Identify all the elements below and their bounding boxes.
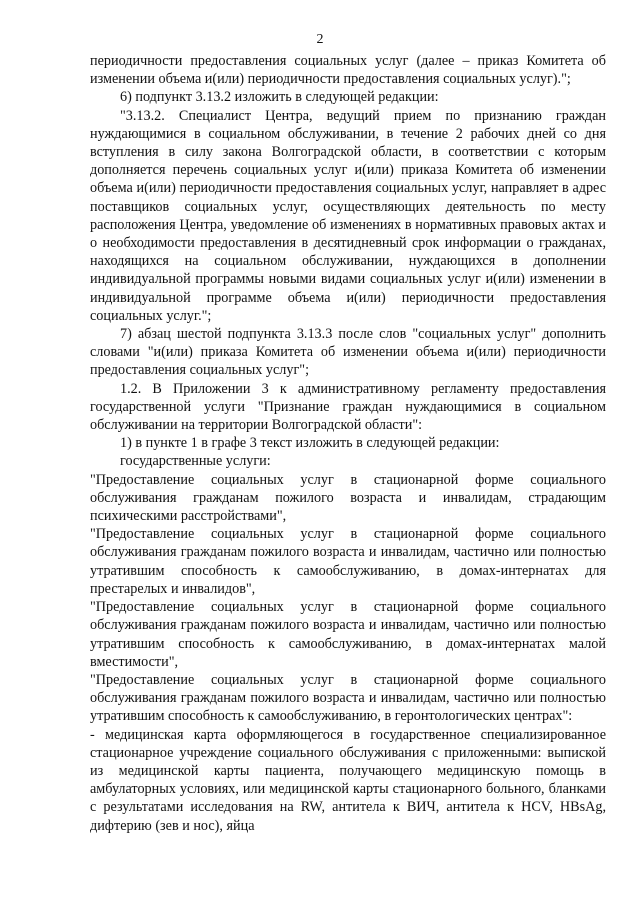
page-number: 2: [316, 32, 324, 47]
paragraph-item-6: 6) подпункт 3.13.2 изложить в следующей редакции:: [120, 89, 439, 106]
paragraph-section-1-2: 1.2. В Приложении 3 к административному регламенту предоставления государственной услуги "Признание граждан нуждающимися в социальном обслуживании на территории Волгоградской области":: [90, 380, 606, 434]
paragraph-service-nursing-homes: "Предоставление социальных услуг в стационарной форме социального обслуживания гражданам пожилого возраста и инвалидам, частично или полностью утратившим способность к самообслуживанию, в домах-интернатах для престарелых и инвалидов",: [90, 526, 606, 597]
paragraph-gov-services-label: государственные услуги:: [120, 453, 271, 470]
paragraph-continuation: периодичности предоставления социальных услуг (далее – приказ Комитета об изменении объема и(или) периодичности предоставления социальных услуг).";: [90, 53, 606, 88]
paragraph-item-7: 7) абзац шестой подпункта 3.13.3 после слов "социальных услуг" дополнить словами "и(или) приказа Комитета об изменении объема и(или) периодичности предоставления социальных услуг";: [90, 326, 606, 379]
document-body: [90, 52, 606, 835]
paragraph-quote-3-13-2: "3.13.2. Специалист Центра, ведущий прием по признанию граждан нуждающимися в социальном обслуживании, в течение 2 рабочих дней со дня вступления в силу закона Волгоградской области, в соответствии с которым дополняется перечень социальных услуг и(или) приказа Комитета об изменении объема и(или) периодичности предоставления социальных услуг, направляет в адрес поставщиков социальных услуг, осуществляющих деятельность по месту расположения Центра, уведомление об изменениях в нормативных правовых актах и о необходимости предоставления в десятидневный срок информации о гражданах, находящихся на социальном обслуживании, нуждающихся в дополнении индивидуальной программы новыми видами социальных услуг и(или) изменении в индивидуальной программе объема и(или) периодичности предоставления социальных услуг.";: [90, 107, 606, 324]
paragraph-service-small-homes: "Предоставление социальных услуг в стационарной форме социального обслуживания гражданам пожилого возраста и инвалидам, частично или полностью утратившим способность к самообслуживанию, в домах-интернатах малой вместимости",: [90, 599, 606, 670]
paragraph-item-1: 1) в пункте 1 в графе 3 текст изложить в следующей редакции:: [120, 435, 500, 452]
paragraph-service-psychiatric: "Предоставление социальных услуг в стационарной форме социального обслуживания гражданам пожилого возраста и инвалидам, страдающим психическими расстройствами",: [90, 471, 606, 525]
paragraph-service-gerontology: "Предоставление социальных услуг в стационарной форме социального обслуживания гражданам пожилого возраста и инвалидам, частично или полностью утратившим способность к самообслуживанию, в геронтологических центрах":: [90, 671, 606, 725]
paragraph-medical-card: - медицинская карта оформляющегося в государственное специализированное стационарное учреждение социального обслуживания с приложенными: выпиской из медицинской карты пациента, получающего медицинскую помощь в амбулаторных условиях, или медицинской карты стационарного больного, бланками с результатами исследования на RW, антитела к ВИЧ, антитела к HCV, HBsAg, дифтерию (зев и нос), яйца: [90, 726, 606, 834]
